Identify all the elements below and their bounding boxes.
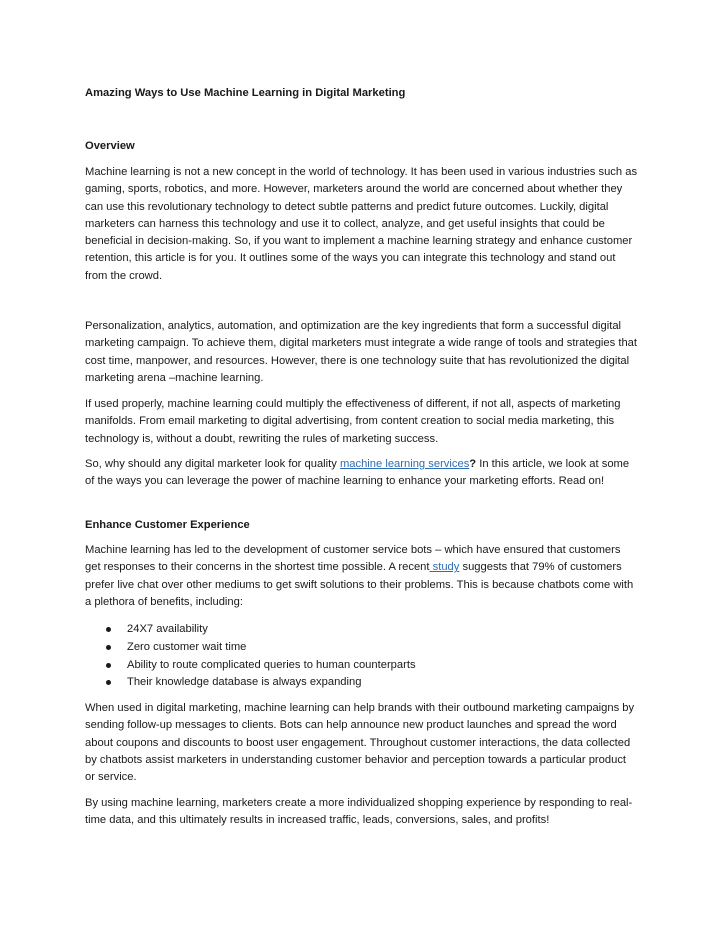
list-item [85, 621, 638, 639]
intro-paragraph-2: If used properly, machine learning could multiply the effectiveness of different, if not all, aspects of marketing manifolds. From email marketing to digital advertising, from content creation to social media marketing, this technology is, without a doubt, rewriting the rules of marketing success. [85, 398, 621, 445]
customer-experience-paragraph-3: By using machine learning, marketers create a more individualized shopping experience by responding to real-time data, and this ultimately results in increased traffic, leads, conversions, sales, and profits! [85, 797, 633, 827]
benefits-list [85, 621, 638, 692]
ce-p1-text-before: Machine learning has led to the development of customer service bots – which have ensured that customers get responses to their concerns in the shortest time possible. A recent [85, 544, 621, 574]
list-item [85, 657, 638, 675]
list-item-text: 24X7 availability [127, 623, 208, 635]
list-item-text: Ability to route complicated queries to human counterparts [127, 658, 416, 671]
list-item [85, 639, 638, 657]
customer-experience-heading: Enhance Customer Experience [85, 519, 250, 531]
bullet-icon [106, 663, 111, 668]
machine-learning-services-link[interactable]: machine learning services [339, 458, 470, 470]
list-item [85, 674, 638, 692]
intro-p3-question-mark: ? [469, 458, 477, 470]
list-item-text: Zero customer wait time [127, 640, 247, 653]
bullet-icon [106, 627, 111, 632]
bullet-icon [106, 680, 111, 685]
intro-paragraph-1: Personalization, analytics, automation, and optimization are the key ingredients that form a successful digital marketing campaign. To achieve them, digital marketers must integrate a wide range of tools and strategies that cost time, manpower, and resources. However, there is one technology suite that has revolutionized the digital marketing arena –machine learning. [85, 320, 637, 384]
document-title: Amazing Ways to Use Machine Learning in Digital Marketing [85, 87, 406, 99]
intro-paragraph-3 [85, 456, 638, 491]
study-link[interactable]: study [429, 561, 460, 574]
list-item-text: Their knowledge database is always expanding [127, 676, 362, 689]
overview-paragraph: Machine learning is not a new concept in the world of technology. It has been used in various industries such as gaming, sports, robotics, and more. However, marketers around the world are concerned about whether they can use this revolutionary technology to detect subtle patterns and predict future outcomes. Luckily, digital marketers can harness this technology and use it to collect, analyze, and get useful insights that could be beneficial in decision-making. So, if you want to implement a machine learning strategy and enhance customer retention, this article is for you. It outlines some of the ways you can integrate this technology and stand out from the crowd. [85, 166, 638, 282]
bullet-icon [106, 645, 111, 650]
ce-p1-text-after: suggests that 79% of customers prefer live chat over other mediums to get swift solutions to their problems. This is because chatbots come with a plethora of benefits, including: [85, 561, 634, 608]
intro-p3-text-after: In this article, we look at some of the ways you can leverage the power of machine learning to enhance your marketing efforts. Read on! [85, 458, 630, 488]
intro-p3-text-before: So, why should any digital marketer look for quality [85, 458, 340, 470]
customer-experience-paragraph-2: When used in digital marketing, machine learning can help brands with their outbound marketing campaigns by sending follow-up messages to clients. Bots can help announce new product launches and spread the word about coupons and discounts to boost user engagement. Throughout customer interactions, the data collected by chatbots assist marketers in understanding customer behavior and perception towards a particular product or service. [85, 702, 635, 784]
overview-heading: Overview [85, 140, 135, 152]
customer-experience-paragraph-1 [85, 542, 638, 611]
